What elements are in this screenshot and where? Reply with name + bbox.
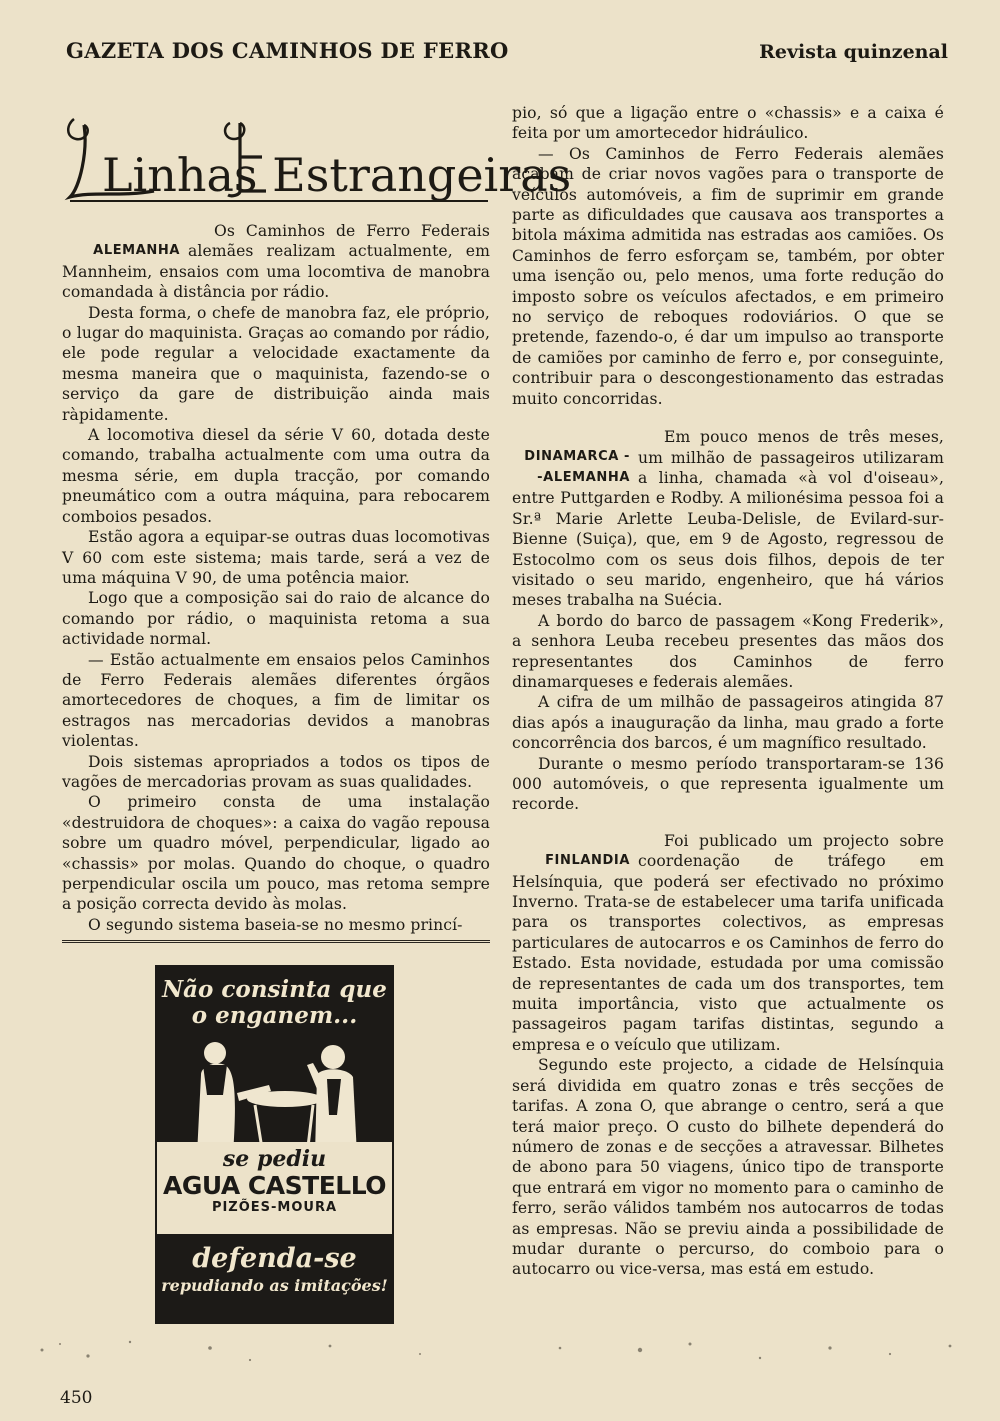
periodicity: Revista quinzenal	[759, 41, 948, 63]
paragraph: Os Caminhos de Ferro Federais alemães realizam actualmente, em Mannheim, ensaios com uma locomtiva de manobra comandada à distância por rádio.	[62, 222, 490, 302]
advertisement	[155, 965, 394, 1324]
running-head	[66, 38, 948, 68]
ad-headline: Não consinta que o enganem...	[162, 976, 387, 1029]
paragraph: — Os Caminhos de Ferro Federais alemães acabam de criar novos vagões para o transporte de veículos automóveis, a fim de suprimir em grande parte as dificuldades que causava aos transportes a bitola máxima admitida nas estradas aos camiões. Os Caminhos de ferro esforçam se, também, por obter uma isenção ou, pelo menos, uma forte redução do imposto sobre os veículos afectados, e em primeiro no serviço de reboques rodoviários. O que se pretende, fazendo-o, é dar um impulso ao transporte de camiões por caminho de ferro e, por conseguinte, contribuir para o descongestionamento das estradas muito concorridas.	[512, 144, 944, 408]
left-column	[62, 105, 572, 935]
ad-slogan-sub: repudiando as imitações!	[161, 1276, 388, 1295]
paragraph: Em pouco menos de três meses, um milhão de passageiros utilizaram a linha, chamada «à vol d'oiseau», entre Puttgarden e Rodby. A milionésima pessoa foi a Sr.ª Marie Arlette Leuba-Delisle, de Evilard-sur-Bienne (Suiça), que, em 9 de Agosto, regressou de Estocolmo com os seus dois filhos, depois de ter visitado o seu marido, engenheiro, que há vários meses trabalha na Suécia.	[512, 428, 944, 610]
paragraph: A bordo do barco de passagem «Kong Frederik», a senhora Leuba recebeu presentes das mãos dos representantes dos Caminhos de ferro dinamarqueses e federais alemães.	[512, 611, 944, 691]
country-label-alemanha: ALEMANHA	[93, 243, 180, 258]
divider-rule	[62, 940, 490, 943]
ad-brand-band	[157, 1142, 392, 1234]
paragraph: A locomotiva diesel da série V 60, dotada deste comando, trabalha actualmente com uma outra da mesma série, em dupla tracção, por comando pneumático com a outra máquina, para rebocarem comboios pesados.	[62, 426, 490, 526]
waiter-customer-illustration	[157, 1035, 392, 1155]
page-number: 450	[60, 1388, 93, 1408]
right-column	[512, 103, 944, 1280]
paragraph: O primeiro consta de uma instalação «destruidora de choques»: a caixa do vagão repousa sobre um quadro móvel, perpendicular, ligado ao «chassis» por molas. Quando do choque, o quadro perpendicular oscila um pouco, mas retoma sempre a posição correcta devido às molas.	[62, 793, 490, 914]
paragraph: Desta forma, o chefe de manobra faz, ele próprio, o lugar do maquinista. Graças ao comando por rádio, ele pode regular a velocidade exactamente da mesma maneira que o maquinista, fazendo-se o serviço da gare de distribuição ainda mais ràpidamente.	[62, 303, 490, 424]
paragraph: pio, só que a ligação entre o «chassis» e a caixa é feita por um amortecedor hidráulico.	[512, 104, 944, 143]
paragraph: Segundo este projecto, a cidade de Helsínquia será dividida em quatro zonas e três secções de tarifas. A zona O, que abrange o centro, será a que terá maior preço. O custo do bilhete dependerá do número de zonas e de secções a atravessar. Bilhetes de abono para 50 viagens, único tipo de transporte que entrará em vigor no momento para o caminho de ferro, serão válidos também nos autocarros de todas as empresas. Não se previu ainda a possibilidade de mudar durante o percurso, do comboio para o autocarro ou vice-versa, mas está em estudo.	[512, 1056, 944, 1279]
paragraph: Durante o mesmo período transportaram-se 136 000 automóveis, o que representa igualmente um recorde.	[512, 754, 944, 814]
ad-tagline: se pediu	[222, 1146, 327, 1172]
section-title-lettering	[62, 105, 572, 215]
paper-specks	[0, 1330, 1000, 1421]
paragraph: Dois sistemas apropriados a todos os tipos de vagões de mercadorias provam as suas qualidades.	[62, 752, 490, 791]
article-gap	[512, 815, 944, 831]
ad-slogan	[157, 1243, 392, 1297]
country-label-dinamarca-alemanha: DINAMARCA - -ALEMANHA	[524, 449, 630, 485]
paragraph: Foi publicado um projecto sobre coordenação de tráfego em Helsínquia, que poderá ser efectivado no próximo Inverno. Trata-se de estabelecer uma tarifa unificada para os transportes colectivos, as empresas particulares de autocarros e os Caminhos de ferro do Estado. Esta novidade, estudada por uma comissão de representantes de cada um dos transportes, tem muita importância, visto que actualmente os passageiros pagam tarifas distintas, segundo a empresa e o veículo que utilizam.	[512, 831, 944, 1054]
article-gap	[512, 409, 944, 427]
paragraph: Logo que a composição sai do raio de alcance do comando por rádio, o maquinista retoma a sua actividade normal.	[62, 589, 490, 649]
section-title	[62, 105, 572, 215]
section-title-text: Linhas Estrangeiras	[102, 148, 572, 202]
ad-place: PIZÕES-MOURA	[211, 1200, 338, 1215]
ad-slogan-main: defenda-se	[192, 1243, 357, 1274]
publication-title: GAZETA DOS CAMINHOS DE FERRO	[66, 38, 509, 63]
paragraph: — Estão actualmente em ensaios pelos Caminhos de Ferro Federais alemães diferentes órgãos amortecedores de choques, a fim de limitar os estragos nas mercadorias devidos a manobras violentas.	[62, 650, 490, 751]
paragraph: Estão agora a equipar-se outras duas locomotivas V 60 com este sistema; mais tarde, será a vez de uma máquina V 90, de uma potência maior.	[62, 528, 490, 587]
paragraph: O segundo sistema baseia-se no mesmo princí-	[88, 915, 463, 934]
ad-brand: AGUA CASTELLO	[162, 1171, 386, 1200]
paragraph: A cifra de um milhão de passageiros atingida 87 dias após a inauguração da linha, mau grado a forte concorrência dos barcos, é um magnífico resultado.	[512, 693, 944, 753]
country-label-finlandia: FINLANDIA	[545, 852, 630, 868]
